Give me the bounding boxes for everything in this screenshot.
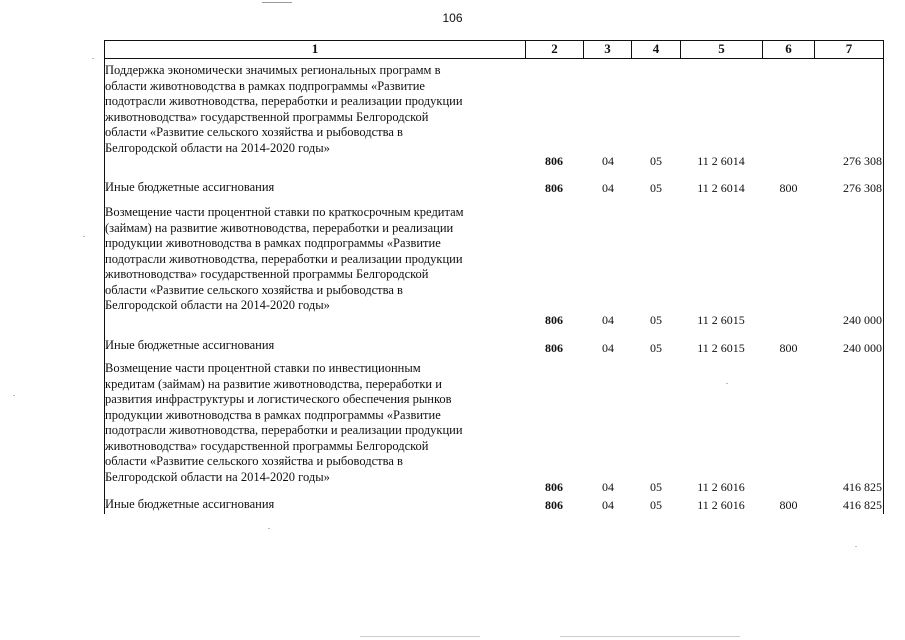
scan-speck bbox=[83, 236, 85, 237]
header-col-5: 5 bbox=[718, 41, 725, 56]
header-col-3: 3 bbox=[604, 41, 611, 56]
cell-expense-type bbox=[762, 480, 815, 495]
scan-speck bbox=[13, 395, 15, 396]
cell-ministry-code: 806 bbox=[545, 154, 563, 168]
cell-target-article: 11 2 6016 bbox=[697, 498, 745, 512]
budget-table bbox=[104, 40, 884, 514]
cell-expense-type: 800 bbox=[779, 498, 798, 512]
cell-section: 04 bbox=[602, 181, 614, 195]
scan-edge-artifact bbox=[560, 636, 740, 637]
scan-speck bbox=[92, 58, 94, 59]
row-description: Поддержка экономически значимых региональных программ в области животноводства в рамках подпрограммы «Развитие подотрасли животноводства, переработки и реализации продукции животноводства» государственной программы Белгородской области «Развитие сельского хозяйства и рыбоводства в Белгородской области на 2014-2020 годы» bbox=[105, 63, 463, 155]
cell-subsection: 05 bbox=[650, 480, 662, 494]
cell-section: 04 bbox=[602, 480, 614, 494]
cell-target-article: 11 2 6015 bbox=[697, 341, 745, 355]
header-col-2: 2 bbox=[551, 41, 558, 56]
scan-speck bbox=[726, 383, 728, 384]
cell-ministry-code: 806 bbox=[545, 498, 563, 512]
cell-target-article: 11 2 6014 bbox=[697, 154, 745, 168]
cell-ministry-code: 806 bbox=[545, 480, 563, 494]
row-description: Возмещение части процентной ставки по инвестиционным кредитам (займам) на развитие животноводства, переработки и развития инфраструктуры и логистического обеспечения рынков продукции животноводства в рамках подпрограммы «Развитие подотрасли животноводства, переработки и реализации продукции животноводства» государственной программы Белгородской области «Развитие сельского хозяйства и рыбоводства в Белгородской области на 2014-2020 годы» bbox=[105, 361, 463, 484]
cell-amount: 416 825 bbox=[843, 498, 882, 512]
cell-expense-type bbox=[762, 313, 815, 328]
scan-edge-artifact bbox=[360, 636, 480, 637]
cell-subsection: 05 bbox=[650, 154, 662, 168]
cell-ministry-code: 806 bbox=[545, 341, 563, 355]
scan-artifact-mark bbox=[262, 2, 292, 3]
cell-section: 04 bbox=[602, 341, 614, 355]
header-bottom-border bbox=[104, 58, 884, 59]
cell-target-article: 11 2 6016 bbox=[697, 480, 745, 494]
cell-amount: 276 308 bbox=[843, 181, 882, 195]
header-col-7: 7 bbox=[845, 41, 853, 56]
cell-section: 04 bbox=[602, 498, 614, 512]
cell-ministry-code: 806 bbox=[545, 181, 563, 195]
header-col-4: 4 bbox=[652, 41, 660, 56]
row-description: Иные бюджетные ассигнования bbox=[105, 497, 275, 511]
page-number: 106 bbox=[442, 11, 463, 25]
header-col-6: 6 bbox=[785, 41, 792, 56]
cell-amount: 240 000 bbox=[843, 313, 882, 327]
cell-target-article: 11 2 6014 bbox=[697, 181, 745, 195]
cell-subsection: 05 bbox=[650, 181, 662, 195]
table-right-border bbox=[883, 40, 884, 514]
cell-expense-type: 800 bbox=[779, 181, 798, 195]
cell-subsection: 05 bbox=[650, 313, 662, 327]
cell-section: 04 bbox=[602, 154, 614, 168]
cell-amount: 276 308 bbox=[843, 154, 882, 168]
row-description: Возмещение части процентной ставки по краткосрочным кредитам (займам) на развитие животноводства, переработки и реализации продукции животноводства в рамках подпрограммы «Развитие подотрасли животноводства, переработки и реализации продукции животноводства» государственной программы Белгородской области «Развитие сельского хозяйства и рыбоводства в Белгородской области на 2014-2020 годы» bbox=[105, 205, 464, 312]
header-col-1: 1 bbox=[311, 41, 319, 56]
row-description: Иные бюджетные ассигнования bbox=[105, 180, 275, 194]
cell-subsection: 05 bbox=[650, 498, 662, 512]
scan-speck bbox=[268, 528, 270, 529]
cell-subsection: 05 bbox=[650, 341, 662, 355]
cell-amount: 416 825 bbox=[843, 480, 882, 494]
cell-expense-type: 800 bbox=[779, 341, 798, 355]
cell-ministry-code: 806 bbox=[545, 313, 563, 327]
cell-section: 04 bbox=[602, 313, 614, 327]
cell-expense-type bbox=[762, 154, 815, 169]
scan-speck bbox=[855, 546, 857, 547]
cell-target-article: 11 2 6015 bbox=[697, 313, 745, 327]
cell-amount: 240 000 bbox=[843, 341, 882, 355]
row-description: Иные бюджетные ассигнования bbox=[105, 338, 275, 352]
